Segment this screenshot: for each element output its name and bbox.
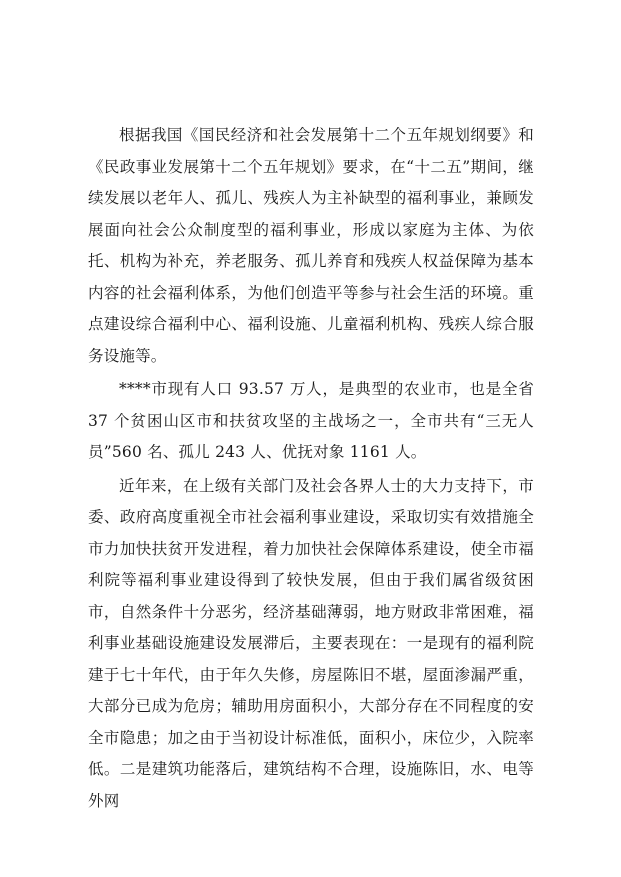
paragraph-planning-requirements: 根据我国《国民经济和社会发展第十二个五年规划纲要》和《民政事业发展第十二个五年规划》要求，在“十二五”期间，继续发展以老年人、孤儿、残疾人为主补缺型的福利事业，兼顾发展面向社会公众制度型的福利事业，形成以家庭为主体、为依托、机构为补充，养老服务、孤儿养育和残疾人权益保障为基本内容的社会福利体系，为他们创造平等参与社会生活的环境。重点建设综合福利中心、福利设施、儿童福利机构、残疾人综合服务设施等。 — [88, 126, 534, 365]
document-body — [88, 120, 534, 817]
paragraph-recent-development: 近年来，在上级有关部门及社会各界人士的大力支持下，市委、政府高度重视全市社会福利事业建设，采取切实有效措施全市力加快扶贫开发进程，着力加快社会保障体系建设，使全市福利院等福利事业建设得到了较快发展，但由于我们属省级贫困市，自然条件十分恶劣，经济基础薄弱，地方财政非常困难，福利事业基础设施建设发展滞后，主要表现在：一是现有的福利院建于七十年代，由于年久失修，房屋陈旧不堪，屋面渗漏严重，大部分已成为危房；辅助用房面积小，大部分存在不同程度的安全市隐患；加之由于当初设计标准低，面积小，床位少，入院率低。二是建筑功能落后，建筑结构不合理，设施陈旧，水、电等外网 — [88, 476, 534, 810]
paragraph-city-population: ****市现有人口 93.57 万人，是典型的农业市，也是全省 37 个贫困山区市和扶贫攻坚的主战场之一，全市共有“三无人员”560 名、孤儿 243 人、优抚对象 1161 人。 — [88, 380, 534, 461]
